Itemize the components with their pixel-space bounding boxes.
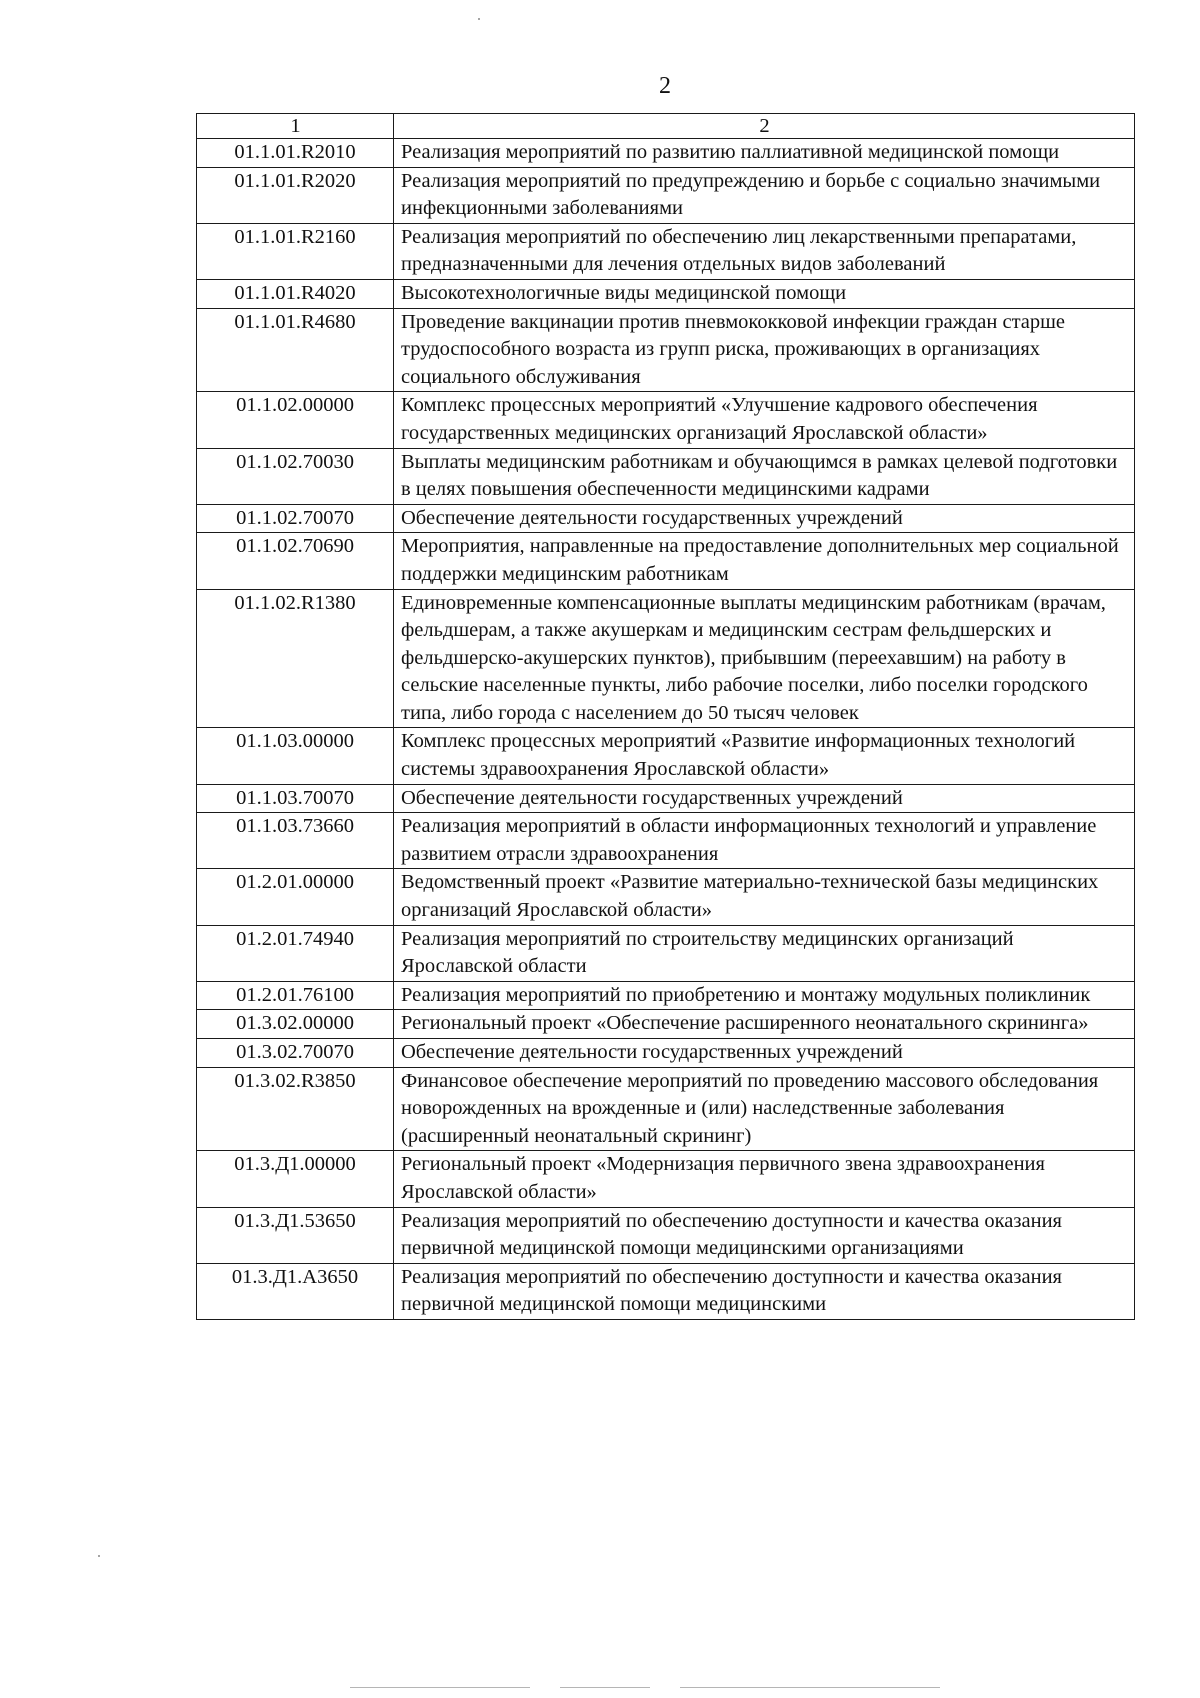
table-row xyxy=(197,1263,1135,1319)
scan-speck xyxy=(478,18,480,20)
row-description: Реализация мероприятий в области информационных технологий и управление развитием отрасли здравоохранения xyxy=(394,813,1135,869)
row-description: Региональный проект «Обеспечение расширенного неонатального скрининга» xyxy=(394,1010,1135,1039)
table-row xyxy=(197,813,1135,869)
table-row xyxy=(197,279,1135,308)
table-row xyxy=(197,1207,1135,1263)
table-row xyxy=(197,504,1135,533)
table-body xyxy=(197,139,1135,1320)
row-description: Реализация мероприятий по обеспечению лиц лекарственными препаратами, предназначенными для лечения отдельных видов заболеваний xyxy=(394,223,1135,279)
table-row xyxy=(197,392,1135,448)
row-code: 01.3.Д1.00000 xyxy=(197,1151,394,1207)
table-row xyxy=(197,728,1135,784)
scan-speck xyxy=(98,1555,100,1557)
table-row xyxy=(197,589,1135,728)
row-description: Ведомственный проект «Развитие материально-технической базы медицинских организаций Ярославской области» xyxy=(394,869,1135,925)
row-code: 01.3.02.00000 xyxy=(197,1010,394,1039)
table-row xyxy=(197,1151,1135,1207)
row-code: 01.2.01.76100 xyxy=(197,981,394,1010)
row-code: 01.1.01.R2010 xyxy=(197,139,394,168)
table-row xyxy=(197,448,1135,504)
table-row xyxy=(197,223,1135,279)
table-row xyxy=(197,925,1135,981)
page-number: 2 xyxy=(659,73,671,99)
table-header-row xyxy=(197,114,1135,139)
row-description: Обеспечение деятельности государственных учреждений xyxy=(394,1039,1135,1068)
row-code: 01.1.02.70030 xyxy=(197,448,394,504)
row-description: Обеспечение деятельности государственных учреждений xyxy=(394,784,1135,813)
table-row xyxy=(197,1039,1135,1068)
row-description: Проведение вакцинации против пневмококковой инфекции граждан старше трудоспособного возраста из групп риска, проживающих в организациях социального обслуживания xyxy=(394,308,1135,392)
table-row xyxy=(197,308,1135,392)
scan-edge-line xyxy=(350,1687,530,1688)
row-description: Реализация мероприятий по приобретению и монтажу модульных поликлиник xyxy=(394,981,1135,1010)
row-code: 01.1.02.70070 xyxy=(197,504,394,533)
row-code: 01.1.02.70690 xyxy=(197,533,394,589)
row-code: 01.2.01.00000 xyxy=(197,869,394,925)
row-description: Реализация мероприятий по обеспечению доступности и качества оказания первичной медицинской помощи медицинскими xyxy=(394,1263,1135,1319)
row-description: Региональный проект «Модернизация первичного звена здравоохранения Ярославской области» xyxy=(394,1151,1135,1207)
row-code: 01.2.01.74940 xyxy=(197,925,394,981)
table-row xyxy=(197,784,1135,813)
row-code: 01.1.01.R4020 xyxy=(197,279,394,308)
row-description: Реализация мероприятий по строительству медицинских организаций Ярославской области xyxy=(394,925,1135,981)
row-description: Выплаты медицинским работникам и обучающимся в рамках целевой подготовки в целях повышения обеспеченности медицинскими кадрами xyxy=(394,448,1135,504)
table-row xyxy=(197,981,1135,1010)
row-code: 01.1.01.R4680 xyxy=(197,308,394,392)
scan-edge-line xyxy=(560,1687,650,1688)
row-description: Высокотехнологичные виды медицинской помощи xyxy=(394,279,1135,308)
row-code: 01.3.Д1.53650 xyxy=(197,1207,394,1263)
row-description: Комплекс процессных мероприятий «Улучшение кадрового обеспечения государственных медицинских организаций Ярославской области» xyxy=(394,392,1135,448)
row-description: Единовременные компенсационные выплаты медицинским работникам (врачам, фельдшерам, а также акушеркам и медицинским сестрам фельдшерских и фельдшерско-акушерских пунктов), прибывшим (переехавшим) на работу в сельские населенные пункты, либо рабочие поселки, либо поселки городского типа, либо города с населением до 50 тысяч человек xyxy=(394,589,1135,728)
row-description: Комплекс процессных мероприятий «Развитие информационных технологий системы здравоохранения Ярославской области» xyxy=(394,728,1135,784)
table-row xyxy=(197,1067,1135,1151)
row-code: 01.1.01.R2020 xyxy=(197,167,394,223)
table-row xyxy=(197,1010,1135,1039)
table-row xyxy=(197,139,1135,168)
row-description: Обеспечение деятельности государственных учреждений xyxy=(394,504,1135,533)
row-code: 01.1.03.00000 xyxy=(197,728,394,784)
row-code: 01.1.02.00000 xyxy=(197,392,394,448)
budget-code-table xyxy=(196,113,1135,1320)
row-description: Финансовое обеспечение мероприятий по проведению массового обследования новорожденных на врожденные и (или) наследственные заболевания (расширенный неонатальный скрининг) xyxy=(394,1067,1135,1151)
row-code: 01.1.02.R1380 xyxy=(197,589,394,728)
row-description: Мероприятия, направленные на предоставление дополнительных мер социальной поддержки медицинским работникам xyxy=(394,533,1135,589)
table-row xyxy=(197,167,1135,223)
row-description: Реализация мероприятий по предупреждению и борьбе с социально значимыми инфекционными заболеваниями xyxy=(394,167,1135,223)
row-code: 01.3.Д1.А3650 xyxy=(197,1263,394,1319)
table-row xyxy=(197,869,1135,925)
row-description: Реализация мероприятий по развитию паллиативной медицинской помощи xyxy=(394,139,1135,168)
row-description: Реализация мероприятий по обеспечению доступности и качества оказания первичной медицинской помощи медицинскими организациями xyxy=(394,1207,1135,1263)
column-header-name: 2 xyxy=(394,114,1135,139)
row-code: 01.1.03.73660 xyxy=(197,813,394,869)
column-header-code: 1 xyxy=(197,114,394,139)
table-row xyxy=(197,533,1135,589)
row-code: 01.3.02.R3850 xyxy=(197,1067,394,1151)
row-code: 01.1.03.70070 xyxy=(197,784,394,813)
row-code: 01.1.01.R2160 xyxy=(197,223,394,279)
row-code: 01.3.02.70070 xyxy=(197,1039,394,1068)
scan-edge-line xyxy=(680,1687,940,1688)
